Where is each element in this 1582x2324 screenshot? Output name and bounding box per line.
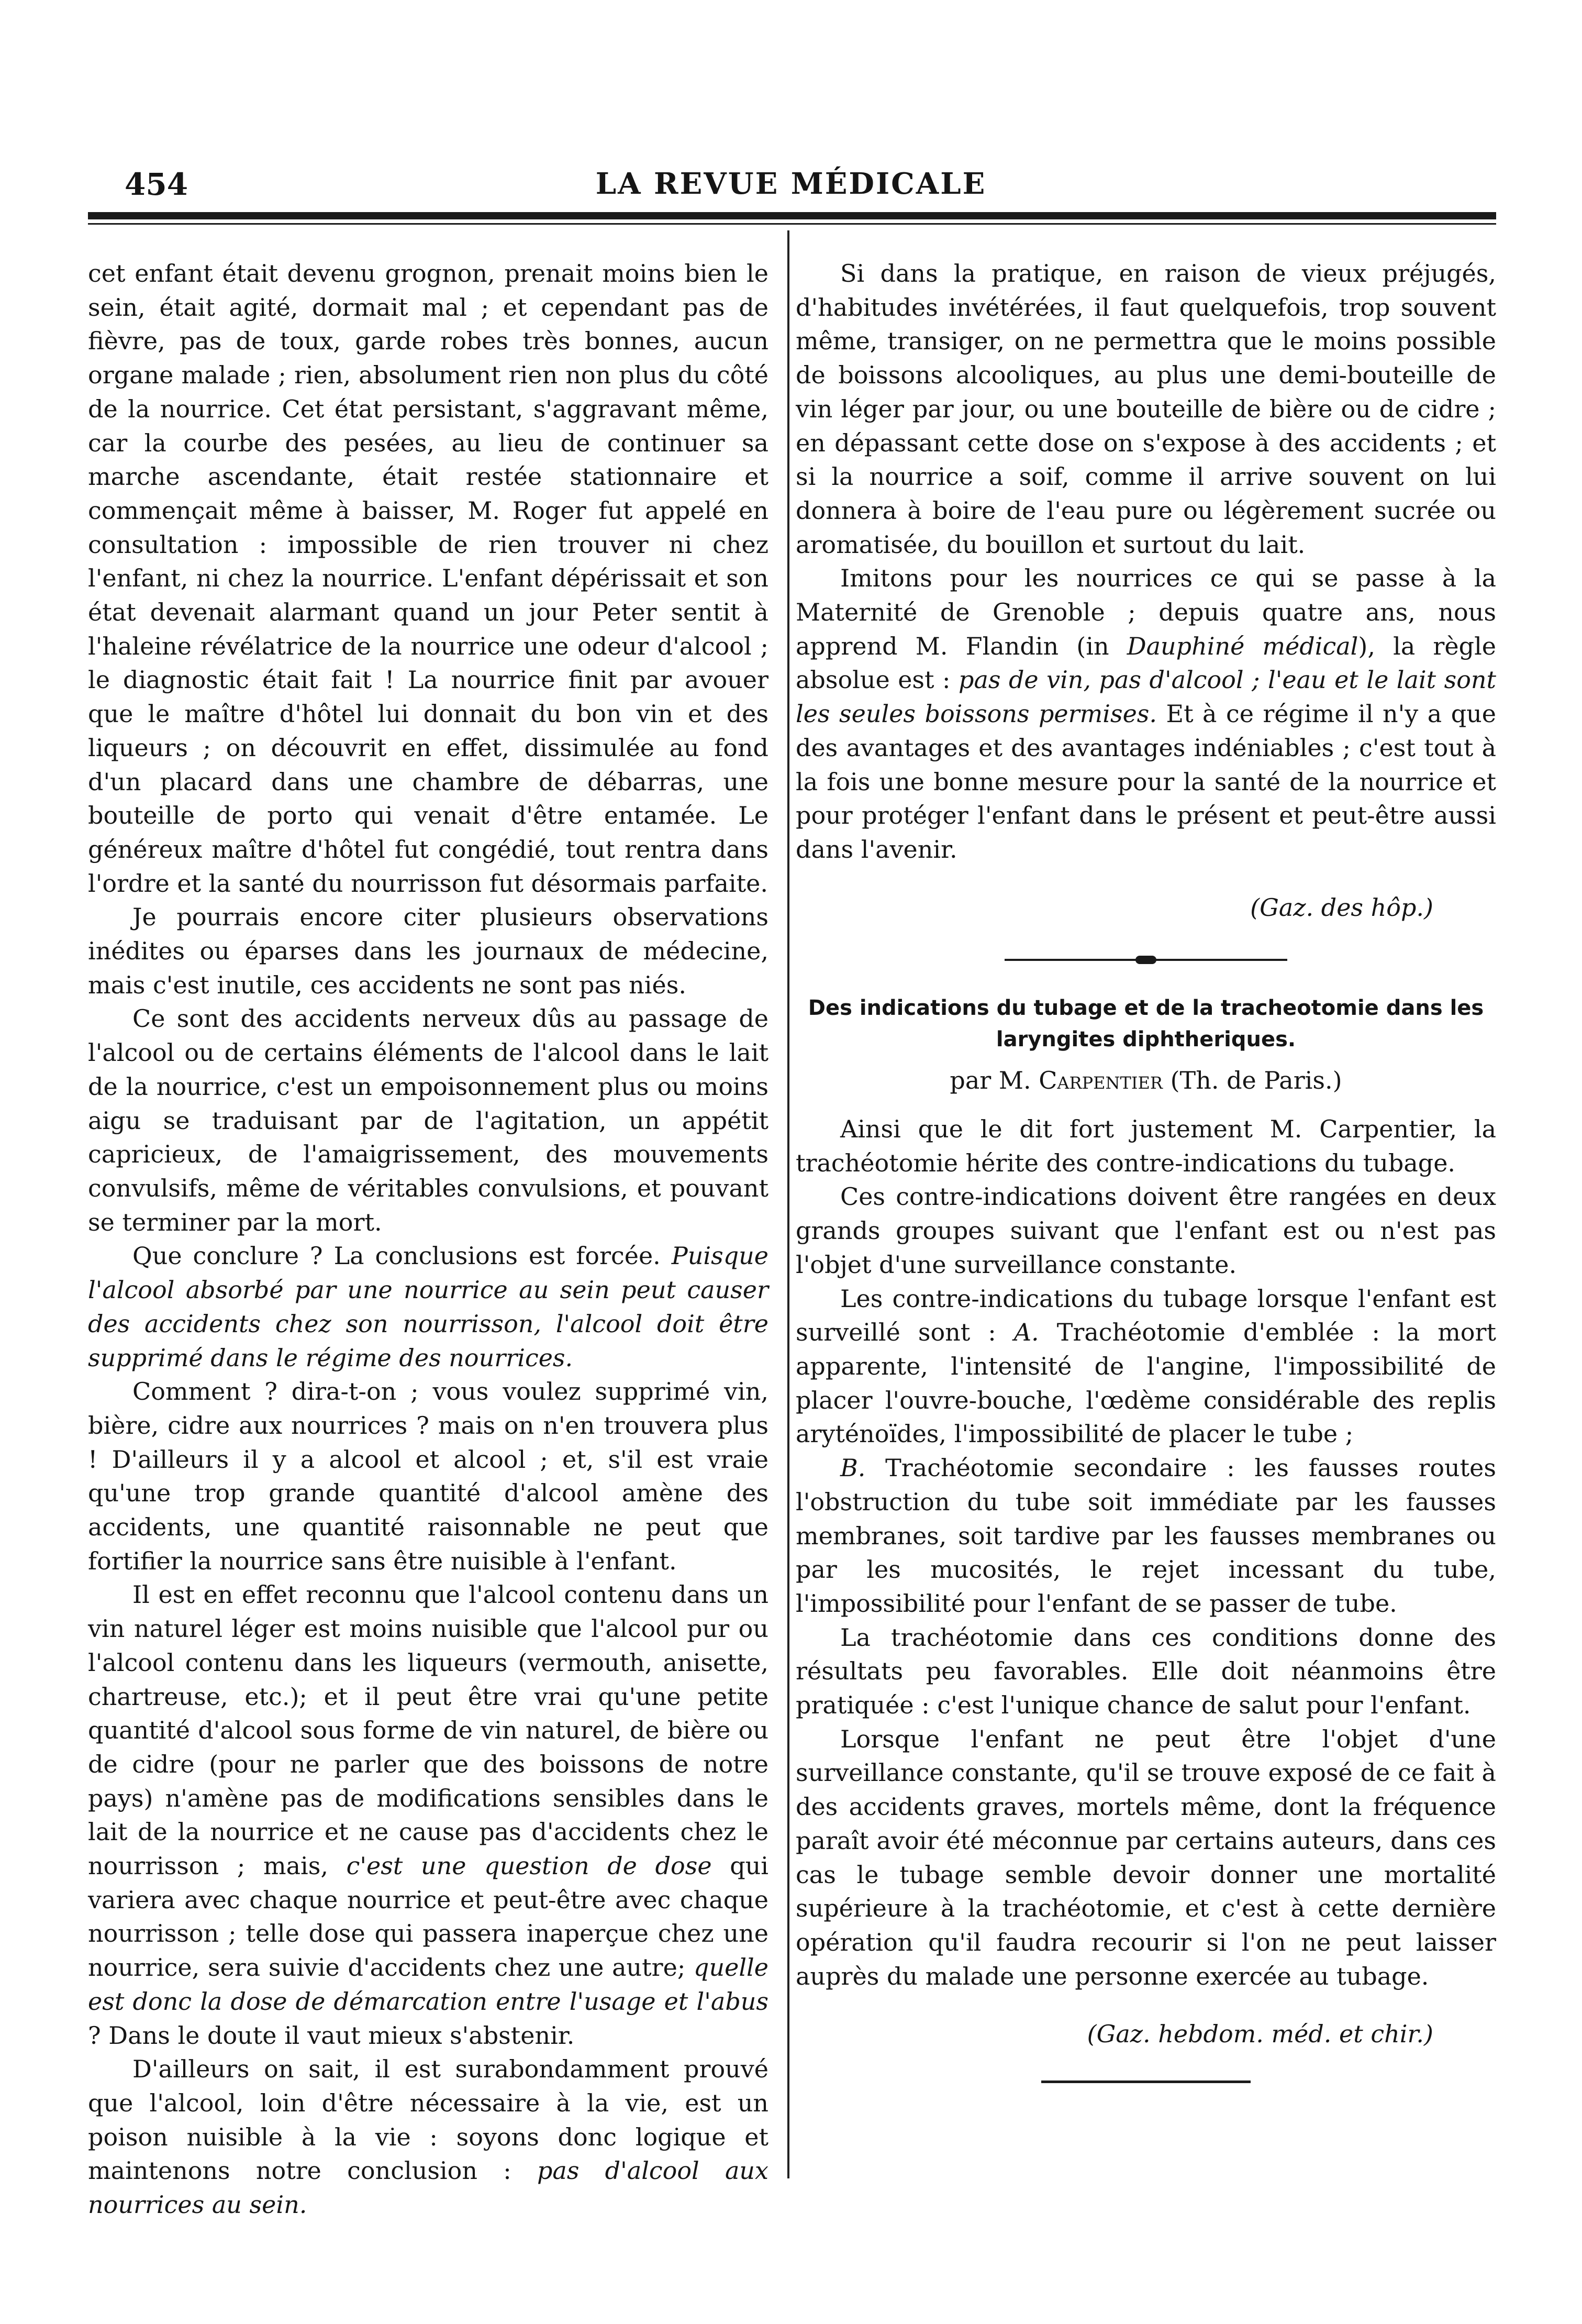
text-run: D'ailleurs on sait, il est surabondamment prouvé que l'alcool, loin d'être nécessaire à la vie, est un poison nuisible à la vie : soyons donc logique et maintenons notre conclusion : — [88, 2055, 768, 2185]
section-separator — [1005, 956, 1287, 964]
text-run: Trachéotomie secondaire : les fausses routes l'obstruction du tube soit immédiate par les fausses membranes, soit tardive par les fausses membranes ou par les mucosités, le rejet incessant du tube, l'impossibilité pour l'enfant de se passer de tube. — [796, 1454, 1496, 1618]
header-rule-thin — [88, 223, 1496, 225]
right-column — [796, 257, 1496, 2083]
byline-suffix: (Th. de Paris.) — [1162, 1066, 1342, 1095]
text-run: Que conclure ? La conclusions est forcée. — [132, 1242, 672, 1270]
italic-conclusion: pas d'alcool aux nourrices au sein. — [88, 2156, 768, 2219]
author-name: Carpentier — [1039, 1066, 1163, 1095]
paragraph — [796, 1282, 1496, 1452]
text-run: Il est en effet reconnu que l'alcool contenu dans un vin naturel léger est moins nuisible que l'alcool pur ou l'alcool contenu dans les liqueurs (vermouth, anisette, chartreuse, etc.); et il peut être vrai qu'une petite quantité d'alcool sous forme de vin naturel, de bière ou de cidre (pour ne parler que des boissons de notre pays) n'amène pas de modifications sensibles dans le lait de la nourrice et ne cause pas d'accidents chez le nourrisson ; mais, — [88, 1580, 768, 1880]
paragraph: La trachéotomie dans ces conditions donne des résultats peu favorables. Elle doit néanmoins être pratiquée : c'est l'unique chance de salut pour l'enfant. — [796, 1623, 1496, 1720]
column-separator — [787, 230, 789, 2178]
text-run: Et à ce régime il n'y a que des avantages et des avantages indéniables ; c'est tout à la fois une bonne mesure pour la santé de la nourrice et pour protéger l'enfant dans le présent et peut-être aussi dans l'avenir. — [796, 700, 1496, 864]
paragraph: Je pourrais encore citer plusieurs observations inédites ou éparses dans les journaux de médecine, mais c'est inutile, ces accidents ne sont pas niés. — [88, 903, 768, 999]
text-run: ), la règle absolue est : — [796, 632, 1497, 694]
paragraph: Ces contre-indications doivent être rangées en deux grands groupes suivant que l'enfant est ou n'est pas l'objet d'une surveillance constante. — [796, 1182, 1496, 1279]
italic-run: quelle est donc la dose de démarcation entre l'usage et l'abus — [88, 1953, 768, 2016]
paragraph: cet enfant était devenu grognon, prenait moins bien le sein, était agité, dormait mal ; et cependant pas de fièvre, pas de toux, garde robes très bonnes, aucun organe malade ; rien, absolument rien non plus du côté de la nourrice. Cet état persistant, s'aggravant même, car la courbe des pesées, au lieu de continuer sa marche ascendante, était restée stationnaire et commençait même à baisser, M. Roger fut appelé en consultation : impossible de rien trouver ni chez l'enfant, ni chez la nourrice. L'enfant dépérissait et son état devenait alarmant quand un jour Peter sentit à l'haleine révélatrice de la nourrice une odeur d'alcool ; le diagnostic était fait ! La nourrice finit par avouer que le maître d'hôtel lui donnait du bon vin et des liqueurs ; on découvrit en effet, dissimulée au fond d'un placard dans une chambre de débarras, une bouteille de porto qui venait d'être entamée. Le généreux maître d'hôtel fut congédié, tout rentra dans l'ordre et la santé du nourrisson fut désormais parfaite. — [88, 259, 768, 898]
byline — [796, 1064, 1496, 1098]
separator-ornament — [1135, 956, 1156, 964]
byline-prefix: par M. — [950, 1066, 1039, 1095]
italic-run: c'est une question de dose — [346, 1852, 712, 1880]
source-citation: (Gaz. hebdom. méd. et chir.) — [1087, 2020, 1433, 2049]
text-run: Les contre-indications du tubage lorsque l'enfant est surveillé sont : — [796, 1284, 1496, 1347]
list-label: A. — [1013, 1318, 1039, 1347]
paragraph — [88, 1239, 768, 1375]
page-number: 454 — [125, 167, 188, 202]
italic-conclusion: Puisque l'alcool absorbé par une nourrice au sein peut causer des accidents chez son nourrisson, l'alcool doit être supprimé dans le régime des nourrices. — [88, 1242, 768, 1372]
left-column — [88, 257, 768, 2222]
text-run: qui variera avec chaque nourrice et peut-être avec chaque nourrisson ; telle dose qui passera inaperçue chez une nourrice, sera suivie d'accidents chez une autre; — [88, 1852, 768, 1982]
paragraph: Ainsi que le dit fort justement M. Carpentier, la trachéotomie hérite des contre-indications du tubage. — [796, 1115, 1496, 1177]
article-title: Des indications du tubage et de la tracheotomie dans les laryngites diphtheriques. — [808, 996, 1484, 1052]
text-run: Trachéotomie d'emblée : la mort apparente, l'intensité de l'angine, l'impossibilité de placer l'ouvre-bouche, l'œdème considérable des replis aryténoïdes, l'impossibilité de placer le tube ; — [796, 1318, 1496, 1448]
text-run: ? Dans le doute il vaut mieux s'abstenir. — [88, 2021, 575, 2050]
paragraph — [796, 561, 1496, 866]
paragraph — [88, 2052, 768, 2222]
running-title: LA REVUE MÉDICALE — [595, 167, 987, 201]
journal-name: Dauphiné médical — [1127, 632, 1358, 660]
source-citation: (Gaz. des hôp.) — [1250, 893, 1433, 922]
list-label: B. — [840, 1454, 866, 1482]
text-run: Imitons pour les nourrices ce qui se passe à la Maternité de Grenoble ; depuis quatre ans, nous apprend M. Flandin (in — [796, 564, 1496, 660]
paragraph — [796, 1451, 1496, 1621]
paragraph: Comment ? dira-t-on ; vous voulez supprimé vin, bière, cidre aux nourrices ? mais on n'en trouvera plus ! D'ailleurs il y a alcool et alcool ; et, s'il est vraie qu'une trop grande quantité d'alcool amène des accidents, une quantité raisonnable ne peut que fortifier la nourrice sans être nuisible à l'enfant. — [88, 1377, 768, 1575]
paragraph: Ce sont des accidents nerveux dûs au passage de l'alcool ou de certains éléments de l'alcool dans le lait de la nourrice, c'est un empoisonnement plus ou moins aigu se traduisant par de l'agitation, un appétit capricieux, de l'amaigrissement, des mouvements convulsifs, même de véritables convulsions, et pouvant se terminer par la mort. — [88, 1004, 768, 1236]
paragraph — [88, 1578, 768, 2052]
paragraph: Si dans la pratique, en raison de vieux préjugés, d'habitudes invétérées, il faut quelquefois, trop souvent même, transiger, on ne permettra que le moins possible de boissons alcooliques, au plus une demi-bouteille de vin léger par jour, ou une bouteille de bière ou de cidre ; en dépassant cette dose on s'expose à des accidents ; et si la nourrice a soif, comme il arrive souvent on lui donnera à boire de l'eau pure ou légèrement sucrée ou aromatisée, du bouillon et surtout du lait. — [796, 259, 1496, 559]
header-rule-thick — [88, 212, 1496, 219]
end-rule — [1041, 2080, 1251, 2083]
paragraph: Lorsque l'enfant ne peut être l'objet d'une surveillance constante, qu'il se trouve exposé de ce fait à des accidents graves, mortels même, dont la fréquence paraît avoir été méconnue par certains auteurs, dans ces cas le tubage semble devoir donner une mortalité supérieure à la trachéotomie, et c'est à cette dernière opération qu'il faudra recourir si l'on ne peut laisser auprès du malade une personne exercée au tubage. — [796, 1724, 1496, 1990]
italic-rule: pas de vin, pas d'alcool ; l'eau et le lait sont les seules boissons permises. — [796, 666, 1496, 728]
